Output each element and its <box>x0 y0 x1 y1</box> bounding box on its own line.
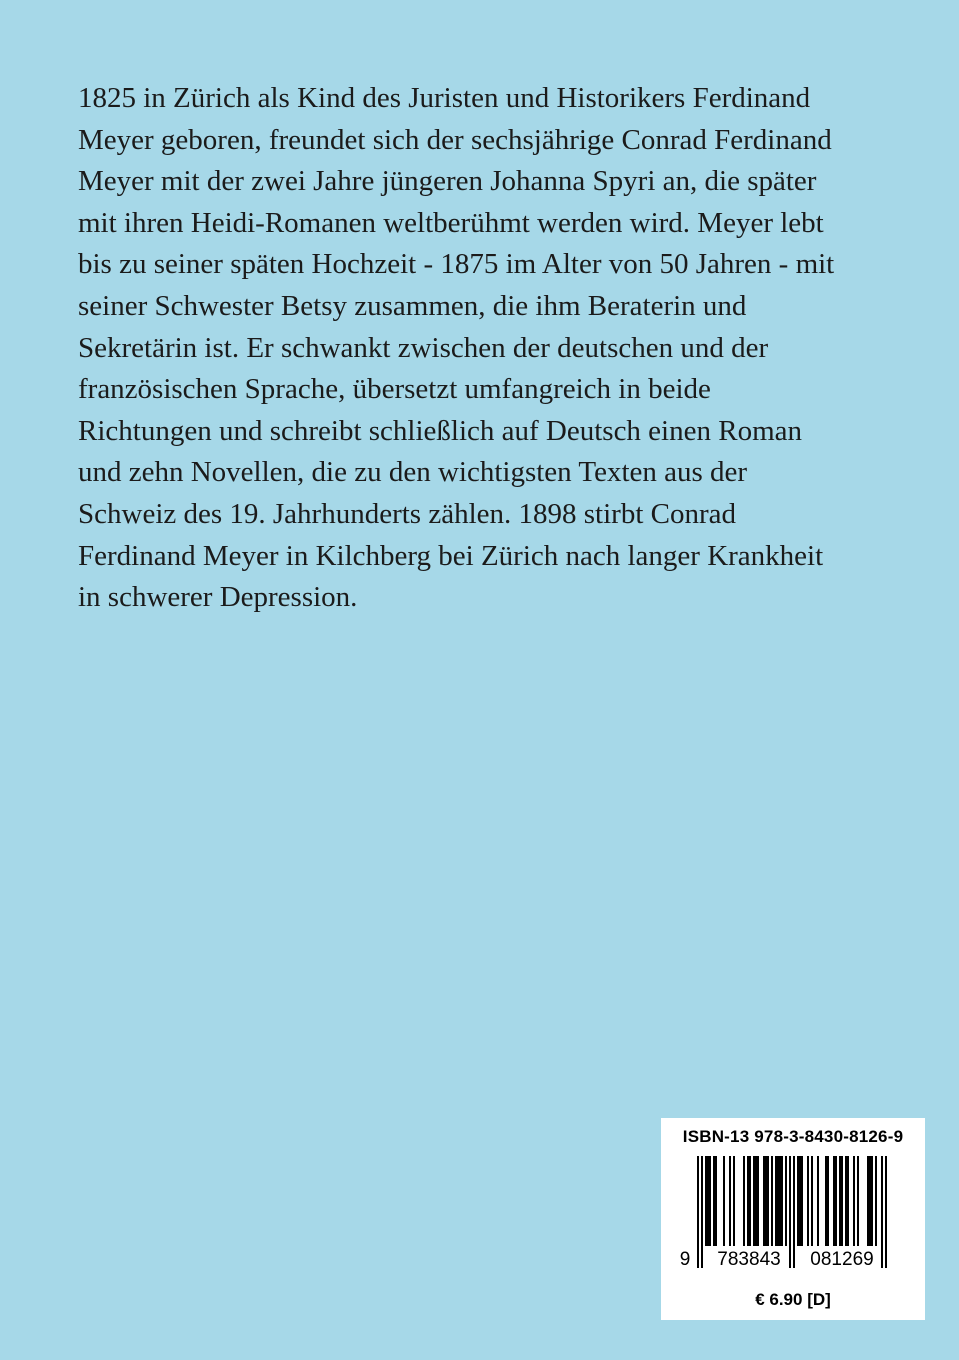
barcode-bar <box>881 1156 883 1268</box>
blurb-line: Schweiz des 19. Jahrhunderts zählen. 1898 stirbt Conrad <box>78 497 736 530</box>
blurb-line: Meyer mit der zwei Jahre jüngeren Johanna Spyri an, die später <box>78 165 817 198</box>
barcode-bar <box>775 1156 783 1246</box>
barcode-bar <box>853 1156 855 1246</box>
barcode-bar <box>839 1156 843 1246</box>
barcode-bar <box>771 1156 773 1246</box>
barcode-bar <box>747 1156 751 1246</box>
barcode-bar <box>713 1156 717 1246</box>
barcode-icon <box>677 1156 909 1282</box>
blurb-line: bis zu seiner späten Hochzeit - 1875 im Alter von 50 Jahren - mit <box>78 248 835 281</box>
barcode-bar <box>705 1156 711 1246</box>
barcode-bar <box>793 1156 795 1268</box>
barcode-bar <box>733 1156 735 1246</box>
barcode-bar <box>701 1156 703 1268</box>
blurb-line: in schwerer Depression. <box>78 581 358 614</box>
blurb-line: seiner Schwester Betsy zusammen, die ihm Beraterin und <box>78 289 747 322</box>
barcode-bar <box>875 1156 877 1246</box>
blurb-line: mit ihren Heidi-Romanen weltberühmt werden wird. Meyer lebt <box>78 206 824 239</box>
isbn-barcode-box <box>661 1118 925 1320</box>
barcode-bar <box>723 1156 725 1246</box>
barcode-bar <box>797 1156 803 1246</box>
barcode-bar <box>785 1156 787 1246</box>
isbn-label: ISBN-13 978-3-8430-8126-9 <box>682 1127 904 1146</box>
barcode-right-digits: 081269 <box>810 1249 874 1270</box>
barcode-bar <box>845 1156 849 1246</box>
barcode-bar <box>857 1156 859 1246</box>
barcode-bar <box>833 1156 837 1246</box>
barcode-bar <box>729 1156 731 1246</box>
barcode-bar <box>697 1156 699 1268</box>
barcode-bar <box>753 1156 759 1246</box>
barcode-bar <box>807 1156 809 1246</box>
blurb-line: Richtungen und schreibt schließlich auf Deutsch einen Roman <box>78 414 803 447</box>
back-cover-blurb <box>78 78 898 619</box>
price-label: € 6.90 [D] <box>755 1290 831 1309</box>
barcode-lead-digit: 9 <box>679 1249 691 1270</box>
barcode-bar <box>763 1156 769 1246</box>
blurb-line: Ferdinand Meyer in Kilchberg bei Zürich nach langer Krankheit <box>78 539 824 572</box>
blurb-line: 1825 in Zürich als Kind des Juristen und Historikers Ferdinand <box>78 82 811 114</box>
barcode-bar <box>867 1156 873 1246</box>
barcode-bar <box>811 1156 813 1246</box>
barcode-bar <box>743 1156 745 1246</box>
barcode-bar <box>885 1156 887 1268</box>
barcode-bar <box>817 1156 819 1246</box>
blurb-line: Meyer geboren, freundet sich der sechsjährige Conrad Ferdinand <box>78 123 832 156</box>
barcode-bar <box>825 1156 829 1246</box>
barcode-bar <box>789 1156 791 1268</box>
blurb-line: Sekretärin ist. Er schwankt zwischen der deutschen und der <box>78 331 769 364</box>
barcode-left-digits: 783843 <box>717 1249 781 1270</box>
blurb-line: und zehn Novellen, die zu den wichtigsten Texten aus der <box>78 456 748 489</box>
blurb-line: französischen Sprache, übersetzt umfangreich in beide <box>78 373 711 406</box>
